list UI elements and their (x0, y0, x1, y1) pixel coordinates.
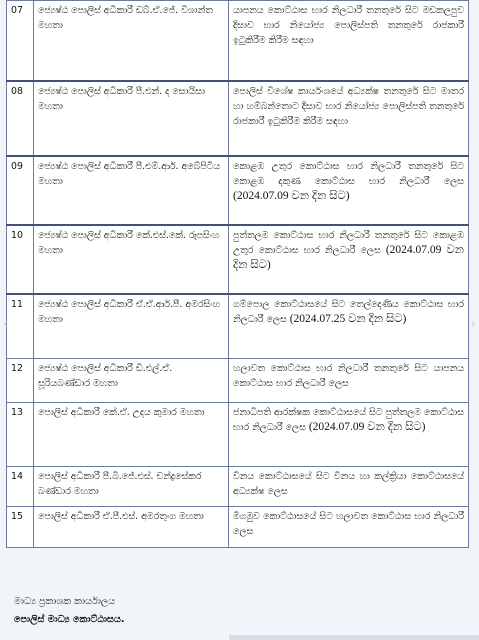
effective-date: (2024.07.09 වන දින සිට) (233, 189, 350, 202)
transfer-detail (229, 359, 469, 403)
transfer-post: ගම්පොල කොට්ඨාසයේ සිට තෙල්දෙණිය කොට්ඨාස භාර නිලධාරී ලෙස (233, 298, 464, 325)
transfer-detail (229, 1, 469, 81)
transfer-post: ජනාධිපති ආරක්ෂක කොට්ඨාසයේ සිට පුත්තලම කොට්ඨාස භාර නිලධාරී ලෙස (233, 407, 464, 434)
table-row (7, 507, 469, 548)
transfer-detail (229, 294, 469, 359)
transfer-post: හලාවත කොට්ඨාස භාර නිලධාරී තනතුරේ සිට යාපනය කොට්ඨාස භාර නිලධාරී ලෙස (233, 363, 464, 390)
row-number: 15 (7, 507, 34, 548)
table-row (7, 403, 469, 467)
row-number: 11 (7, 294, 34, 359)
transfer-post: විනය කොට්ඨාසයේ සිට විනය හා කල්ක්‍රියා කොට්ඨාසයේ අධ්‍යක්ෂ ලෙස (233, 471, 464, 498)
transfer-detail (229, 81, 469, 156)
transfer-detail (229, 225, 469, 294)
effective-date: (2024.07.25 වන දින සිට) (289, 312, 407, 325)
chevron-right-icon[interactable]: › (470, 317, 476, 332)
transfer-post: පුත්තලම කොට්ඨාස භාර නිලධාරී තනතුරේ සිට කොළඹ උතුර කොට්ඨාස භාර නිලධාරී ලෙස (233, 229, 464, 256)
row-number: 13 (7, 403, 34, 467)
officer-name: පොලිස් අධිකාරී ඒ.පී.එස්. අමරතුංග මහතා (34, 507, 229, 548)
officer-name: ජ්‍යෙෂ්ඨ පොලිස් අධිකාරී ඒ.ඒ.ආර්.පී. අමරසිංහ මහතා (34, 294, 229, 359)
officer-name: ජ්‍යෙෂ්ඨ පොලිස් අධිකාරී පී.එම්.ආර්. අබේපිටිය මහතා (34, 156, 229, 225)
officer-name: ජ්‍යෙෂ්ඨ පොලිස් අධිකාරී ඩබ්.ඒ.ජේ. විශාන්ත මහතා (34, 1, 229, 81)
chevron-left-icon[interactable]: ‹ (3, 317, 9, 332)
transfer-post: මීගමුව කොට්ඨාසයේ සිට හලාවත කොට්ඨාස භාර නිලධාරී ලෙස (233, 511, 464, 538)
officer-name: පොලිස් අධිකාරී පී.බී.ජේ.එස්. චන්ද්‍රසේකර බණ්ඩාර මහතා (34, 467, 229, 507)
officer-name: ජ්‍යෙෂ්ඨ පොලිස් අධිකාරී පී.එන්. ද සොයිසා මහතා (34, 81, 229, 156)
transfer-detail (229, 467, 469, 507)
transfer-table (6, 0, 469, 548)
transfer-post: කොළඹ උතුර කොට්ඨාස භාර නිලධාරී තනතුරේ සිට කොළඹ දකුණ කොට්ඨාස භාර නිලධාරී ලෙස (233, 160, 464, 187)
effective-date: (2024.07.09 වන දින සිට) (308, 421, 426, 434)
footer-office: මාධ්‍ය ප්‍රකාශක කාර්යාලය (14, 596, 116, 607)
transfer-detail (229, 403, 469, 467)
row-number: 09 (7, 156, 34, 225)
row-number: 14 (7, 467, 34, 507)
transfer-table-body (7, 1, 469, 548)
effective-date: (2024.07.09 වන දින සිට) (233, 243, 464, 271)
officer-name: ජ්‍යෙෂ්ඨ පොලිස් අධිකාරී ඩී.එල්.ඒ. සූරියබණ්ඩාර මහතා (34, 359, 229, 403)
table-row (7, 81, 469, 156)
table-row (7, 1, 469, 81)
transfer-detail (229, 507, 469, 548)
transfer-detail (229, 156, 469, 225)
officer-name: පොලිස් අධිකාරී කේ.ඒ. උදය කුමාර මහතා (34, 403, 229, 467)
transfer-post: පොලිස් විශේෂ කාර්යංශයේ අධ්‍යක්ෂ තනතුරේ සිට මාතර හා හම්බන්තොට දිසාව භාර නියෝජ්‍ය පොලිස්පති තනතුරේ රාජකාරී ඉටුකිරීම කිරීම සඳහා (233, 85, 464, 127)
table-row (7, 294, 469, 359)
officer-name: ජ්‍යෙෂ්ඨ පොලිස් අධිකාරී කේ.එස්.කේ. රූපසිංහ මහතා (34, 225, 229, 294)
table-row (7, 225, 469, 294)
row-number: 10 (7, 225, 34, 294)
footer-division: පොලිස් මාධ්‍ය කොට්ඨාසය. (14, 614, 125, 625)
transfer-post: යාපනය කොට්ඨාස භාර නිලධාරී තනතුරේ සිට මඩකලපුව දිසාව භාර නියෝජ්‍ය පොලිස්පති තනතුරේ රාජකාරී ඉටුකිරීම කිරීම සඳහා (233, 5, 464, 47)
row-number: 08 (7, 81, 34, 156)
row-number: 07 (7, 1, 34, 81)
page-bottom-strip (229, 635, 479, 640)
table-row (7, 359, 469, 403)
table-row (7, 467, 469, 507)
row-number: 12 (7, 359, 34, 403)
table-row (7, 156, 469, 225)
